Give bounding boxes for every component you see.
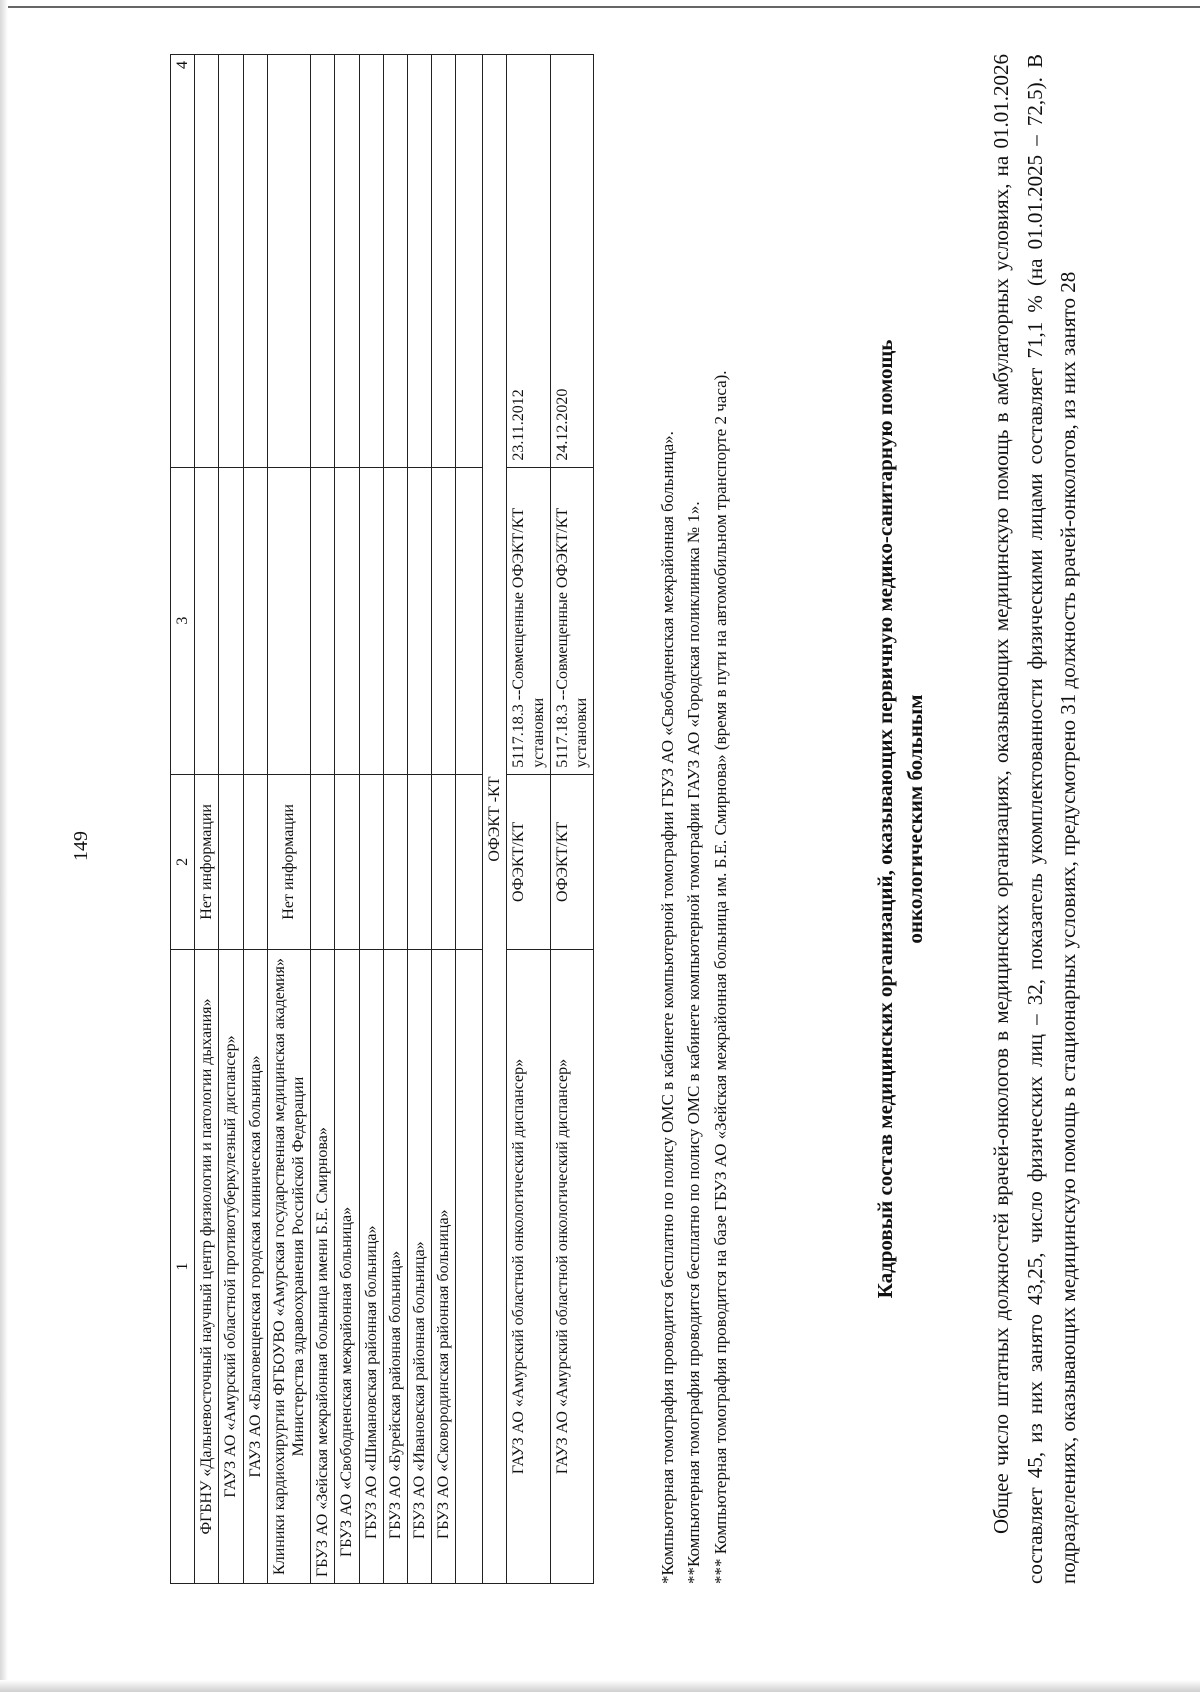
table-row — [432, 55, 456, 1584]
page-number: 149 — [70, 831, 92, 861]
footnote-1: *Компьютерная томография проводится бесплатно по полису ОМС в кабинете компьютерной томографии ГБУЗ АО «Свободненская межрайонная больница». — [658, 431, 677, 1584]
header-cell-4: 4 — [171, 55, 195, 468]
table-row — [335, 55, 359, 1584]
equipment-code-cell — [311, 467, 335, 774]
header-cell-1: 1 — [171, 950, 195, 1584]
table-row — [267, 55, 310, 1584]
org-name-cell: ГБУЗ АО «Бурейская районная больница» — [383, 950, 407, 1584]
org-name-cell: ГАУЗ АО «Благовещенская городская клиническая больница» — [243, 950, 267, 1584]
org-name-cell: ГБУЗ АО «Ивановская районная больница» — [407, 950, 431, 1584]
table-row — [219, 55, 243, 1584]
table-row — [407, 55, 431, 1584]
body-paragraph: Общее число штатных должностей врачей-онкологов в медицинских организациях, оказывающих медицинскую помощь в амбулаторных условиях, на 01.01.2026 составляет 45, из них занято 43,25, число физических лиц – 32, показатель укомплектованности физическими лицами составляет 71,1 % (на 01.01.2025 – 72,5). В подразделениях, оказывающих медицинскую помощь в стационарных условиях, предусмотрено 31 должность врачей-онкологов, из них занято 28 — [989, 54, 1081, 1584]
install-date-cell — [456, 55, 483, 468]
equipment-type-cell — [383, 774, 407, 949]
equipment-type-cell: Нет информации — [267, 774, 310, 949]
org-name-cell: ГБУЗ АО «Сковородинская районная больница» — [432, 950, 456, 1584]
equipment-type-cell — [219, 774, 243, 949]
equipment-type-cell: ОФЭКТ/КТ — [507, 774, 550, 949]
equipment-code-cell — [267, 467, 310, 774]
equipment-code-cell — [243, 467, 267, 774]
header-cell-2: 2 — [171, 774, 195, 949]
equipment-type-cell — [456, 774, 483, 949]
equipment-type-cell — [311, 774, 335, 949]
section-heading — [870, 54, 931, 1584]
table-row — [243, 55, 267, 1584]
equipment-code-cell — [335, 467, 359, 774]
equipment-type-cell — [359, 774, 383, 949]
org-name-cell: ГБУЗ АО «Шимановская районная больница» — [359, 950, 383, 1584]
table-row — [507, 55, 550, 1584]
equipment-code-cell: 5117.18.3 --Совмещенные ОФЭКТ/КТ установки — [507, 467, 550, 774]
install-date-cell — [383, 55, 407, 468]
section-heading-line-2: онкологическим больным — [903, 694, 928, 944]
table-row — [195, 55, 219, 1584]
org-name-cell: Клиники кардиохирургии ФГБОУВО «Амурская государственная медицинская академия» Министерства здравоохранения Российской Федерации — [267, 950, 310, 1584]
equipment-type-cell: ОФЭКТ/КТ — [550, 774, 593, 949]
equipment-type-cell — [407, 774, 431, 949]
org-name-cell: ГАУЗ АО «Амурский областной онкологический диспансер» — [507, 950, 550, 1584]
org-name-cell: ФГБНУ «Дальневосточный научный центр физиологии и патологии дыхания» — [195, 950, 219, 1584]
equipment-type-cell — [335, 774, 359, 949]
equipment-code-cell — [195, 467, 219, 774]
table-header-row — [171, 55, 195, 1584]
footnote-2: **Компьютерная томография проводится бесплатно по полису ОМС в кабинете компьютерной томографии ГАУЗ АО «Городская поликлиника № 1». — [684, 501, 704, 1584]
install-date-cell: 24.12.2020 — [550, 55, 593, 468]
org-name-cell: ГАУЗ АО «Амурский областной онкологический диспансер» — [550, 950, 593, 1584]
equipment-type-cell — [243, 774, 267, 949]
org-name-cell: ГБУЗ АО «Свободненская межрайонная больница» — [335, 950, 359, 1584]
table-row — [311, 55, 335, 1584]
install-date-cell — [335, 55, 359, 468]
table-section-label: ОФЭКТ -КТ — [483, 55, 507, 1584]
install-date-cell — [243, 55, 267, 468]
section-heading-line-1: Кадровый состав медицинских организаций, оказывающих первичную медико-санитарную помощь — [873, 339, 897, 1299]
table-row — [383, 55, 407, 1584]
equipment-type-cell: Нет информации — [195, 774, 219, 949]
header-cell-3: 3 — [171, 467, 195, 774]
table-row — [550, 55, 593, 1584]
org-name-cell: ГАУЗ АО «Амурский областной противотуберкулезный диспансер» — [219, 950, 243, 1584]
equipment-code-cell — [432, 467, 456, 774]
org-name-cell — [456, 950, 483, 1584]
equipment-table — [170, 54, 594, 1584]
equipment-code-cell — [407, 467, 431, 774]
install-date-cell — [219, 55, 243, 468]
equipment-code-cell — [383, 467, 407, 774]
install-date-cell — [432, 55, 456, 468]
table-section-row — [483, 55, 507, 1584]
table-footnotes — [655, 54, 734, 1584]
org-name-cell: ГБУЗ АО «Зейская межрайонная больница имени Б.Е. Смирнова» — [311, 950, 335, 1584]
equipment-code-cell — [456, 467, 483, 774]
install-date-cell — [407, 55, 431, 468]
install-date-cell — [359, 55, 383, 468]
equipment-type-cell — [432, 774, 456, 949]
table-row — [456, 55, 483, 1584]
install-date-cell: 23.11.2012 — [507, 55, 550, 468]
equipment-code-cell — [219, 467, 243, 774]
install-date-cell — [311, 55, 335, 468]
install-date-cell — [195, 55, 219, 468]
equipment-code-cell: 5117.18.3 --Совмещенные ОФЭКТ/КТ установки — [550, 467, 593, 774]
table-row — [359, 55, 383, 1584]
install-date-cell — [267, 55, 310, 468]
footnote-3: *** Компьютерная томография проводится на базе ГБУЗ АО «Зейская межрайонная больница им. Б.Е. Смирнова» (время в пути на автомобильном транспорте 2 часа). — [710, 370, 730, 1584]
equipment-code-cell — [359, 467, 383, 774]
